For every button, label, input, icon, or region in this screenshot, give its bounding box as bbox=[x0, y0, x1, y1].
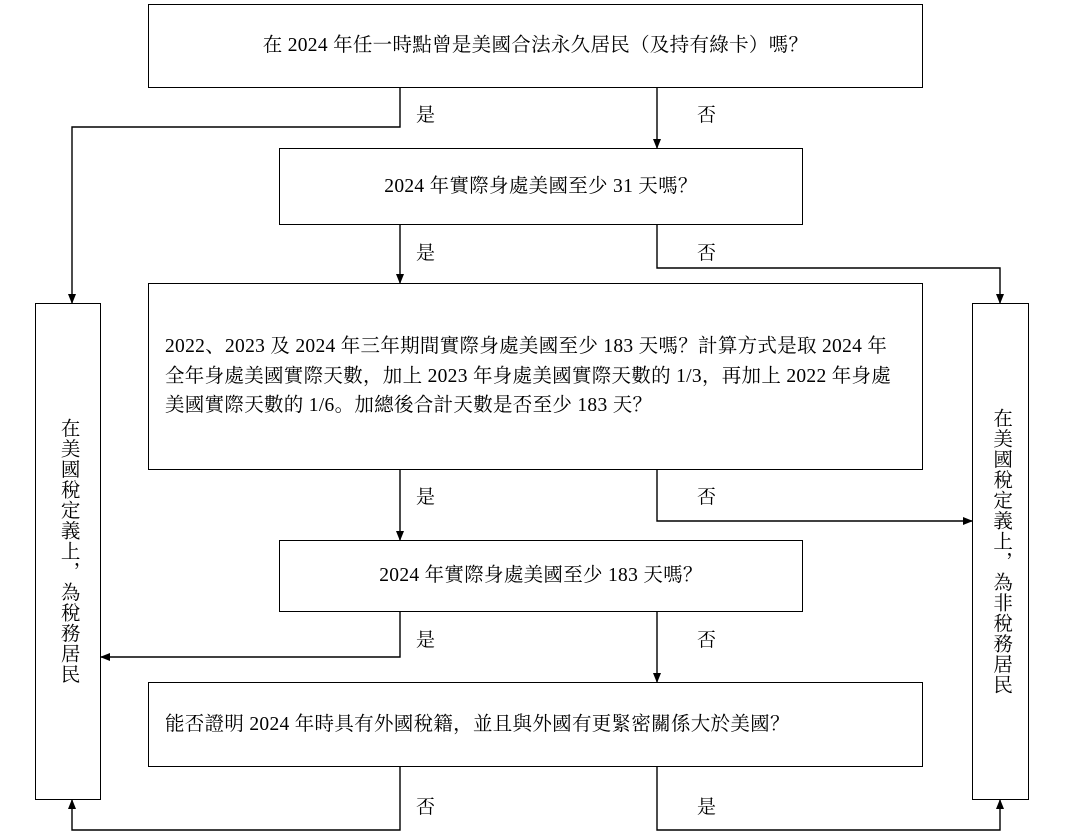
node-question-green-card bbox=[148, 4, 923, 88]
node-result-nonresident bbox=[972, 303, 1029, 800]
edge-label-q5-yes: 是 bbox=[697, 797, 717, 818]
edge-label-q3-yes: 是 bbox=[416, 487, 436, 508]
node-question-183-days-2024-text: 2024 年實際身處美國至少 183 天嗎？ bbox=[379, 565, 703, 587]
node-question-183-days-2024 bbox=[279, 540, 803, 612]
node-result-resident bbox=[35, 303, 101, 800]
edge-label-q2-no: 否 bbox=[697, 243, 717, 264]
edge-label-q4-yes: 是 bbox=[416, 630, 436, 651]
node-question-substantial-presence bbox=[148, 283, 923, 470]
node-result-nonresident-text: 在美國稅定義上，為非稅務居民 bbox=[990, 408, 1012, 695]
node-question-31-days bbox=[279, 148, 803, 225]
edge-label-q3-no: 否 bbox=[697, 487, 717, 508]
node-question-closer-connection bbox=[148, 682, 923, 767]
node-question-31-days-text: 2024 年實際身處美國至少 31 天嗎？ bbox=[384, 175, 698, 197]
edge-label-q5-no: 否 bbox=[416, 797, 436, 818]
node-question-closer-connection-text: 能否證明 2024 年時具有外國稅籍，並且與外國有更緊密關係大於美國？ bbox=[165, 713, 790, 735]
edge-label-q1-yes: 是 bbox=[416, 105, 436, 126]
node-question-green-card-text: 在 2024 年任一時點曾是美國合法永久居民（及持有綠卡）嗎？ bbox=[262, 35, 809, 57]
node-question-substantial-presence-text: 2022、2023 及 2024 年三年期間實際身處美國至少 183 天嗎？計算方式是取 2024 年全年身處美國實際天數，加上 2023 年身處美國實際天數的 1/3，再加上 2022 年身處美國實際天數的 1/6。加總後合計天數是否至少 183 天？ bbox=[165, 336, 892, 417]
node-result-resident-text: 在美國稅定義上，為稅務居民 bbox=[57, 418, 79, 685]
edge-label-q4-no: 否 bbox=[697, 630, 717, 651]
edge-label-q2-yes: 是 bbox=[416, 243, 436, 264]
edge-label-q1-no: 否 bbox=[697, 105, 717, 126]
